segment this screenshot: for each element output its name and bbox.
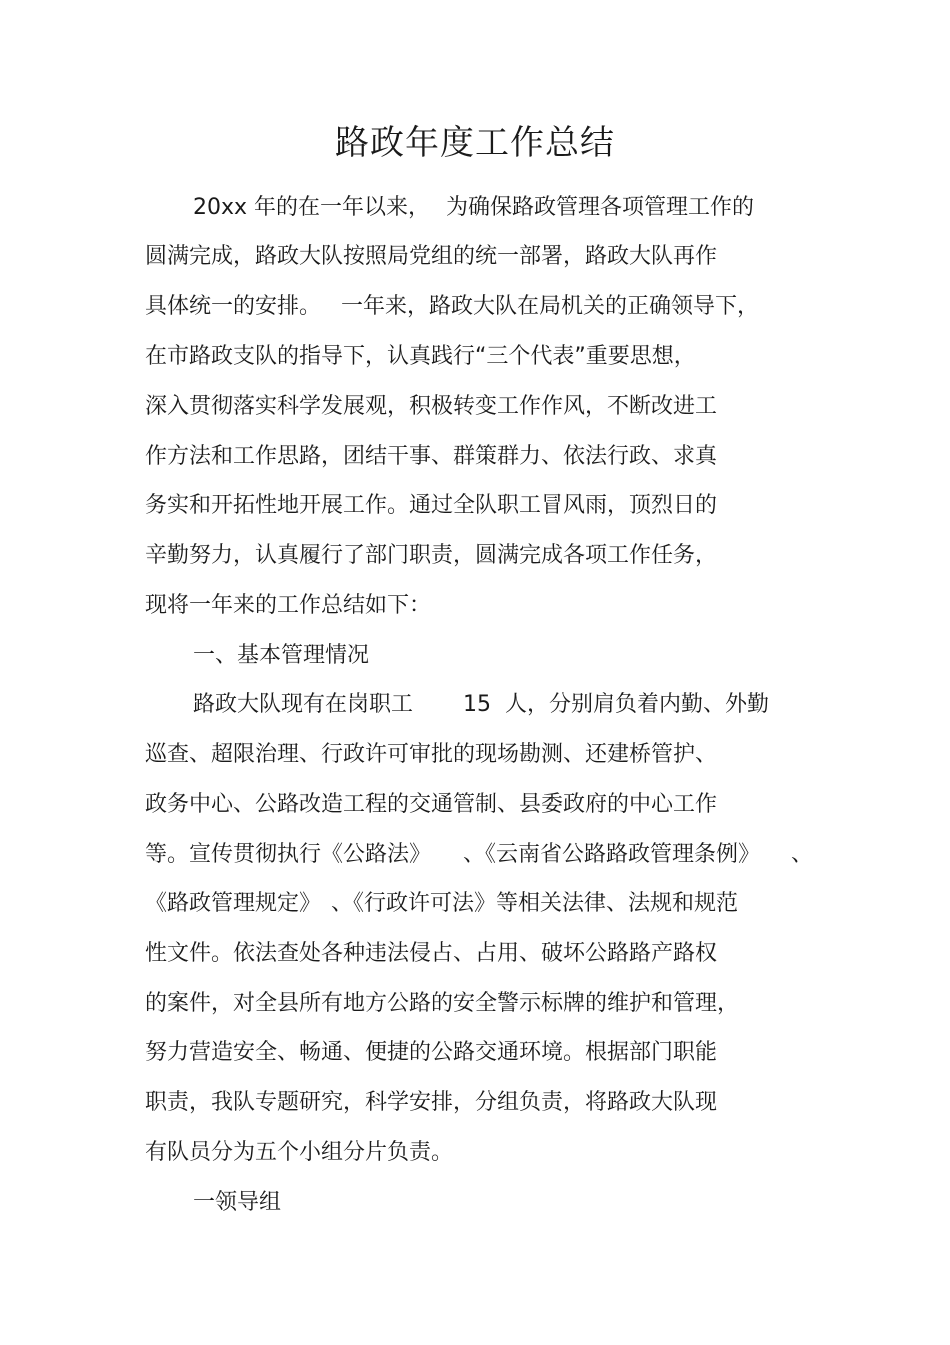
paragraph-line: 深入贯彻落实科学发展观，积极转变工作作风，不断改进工 — [145, 394, 718, 419]
paragraph-line: 务实和开拓性地开展工作。通过全队职工冒风雨，顶烈日的 — [145, 493, 718, 518]
text-segment: 路政大队现有在岗职工 — [193, 692, 414, 717]
text-segment: 20xx 年的在一年以来， — [193, 195, 431, 220]
paragraph-line: 有队员分为五个小组分片负责。 — [145, 1140, 454, 1165]
paragraph-line: 的案件，对全县所有地方公路的安全警示标牌的维护和管理， — [145, 991, 740, 1016]
text-segment: 、 — [791, 842, 814, 867]
paragraph-line: 性文件。依法查处各种违法侵占、占用、破坏公路路产路权 — [145, 941, 718, 966]
text-segment: 等。宣传贯彻执行《公路法》 — [145, 842, 432, 867]
document-title: 路政年度工作总结 — [335, 123, 615, 163]
paragraph-line: 在市路政支队的指导下，认真践行“三个代表”重要思想， — [145, 344, 696, 369]
paragraph-line: 巡查、超限治理、行政许可审批的现场勘测、还建桥管护、 — [145, 742, 718, 767]
text-segment: 一年来，路政大队在局机关的正确领导下， — [341, 294, 760, 319]
text-segment: 、《行政许可法》等相关法律、法规和规范 — [331, 891, 739, 916]
paragraph-line: 努力营造安全、畅通、便捷的公路交通环境。根据部门职能 — [145, 1040, 718, 1065]
text-segment: 《路政管理规定》 — [145, 891, 322, 916]
subsection-heading: 一领导组 — [193, 1190, 282, 1215]
paragraph-line: 政务中心、公路改造工程的交通管制、县委政府的中心工作 — [145, 792, 718, 817]
paragraph-line: 现将一年来的工作总结如下： — [145, 593, 432, 618]
paragraph-line: 辛勤努力，认真履行了部门职责，圆满完成各项工作任务， — [145, 543, 718, 568]
paragraph-line: 作方法和工作思路，团结干事、群策群力、依法行政、求真 — [145, 444, 718, 469]
text-segment: 、《云南省公路路政管理条例》 — [463, 842, 761, 867]
text-segment: 为确保路政管理各项管理工作的 — [446, 195, 755, 220]
section-heading: 一、基本管理情况 — [193, 643, 370, 668]
staff-count: 15 — [463, 692, 491, 717]
text-segment: 具体统一的安排。 — [145, 294, 322, 319]
paragraph-line: 职责，我队专题研究，科学安排，分组负责，将路政大队现 — [145, 1090, 718, 1115]
text-segment: 人，分别肩负着内勤、外勤 — [505, 692, 770, 717]
paragraph-line: 圆满完成，路政大队按照局党组的统一部署，路政大队再作 — [145, 244, 718, 269]
